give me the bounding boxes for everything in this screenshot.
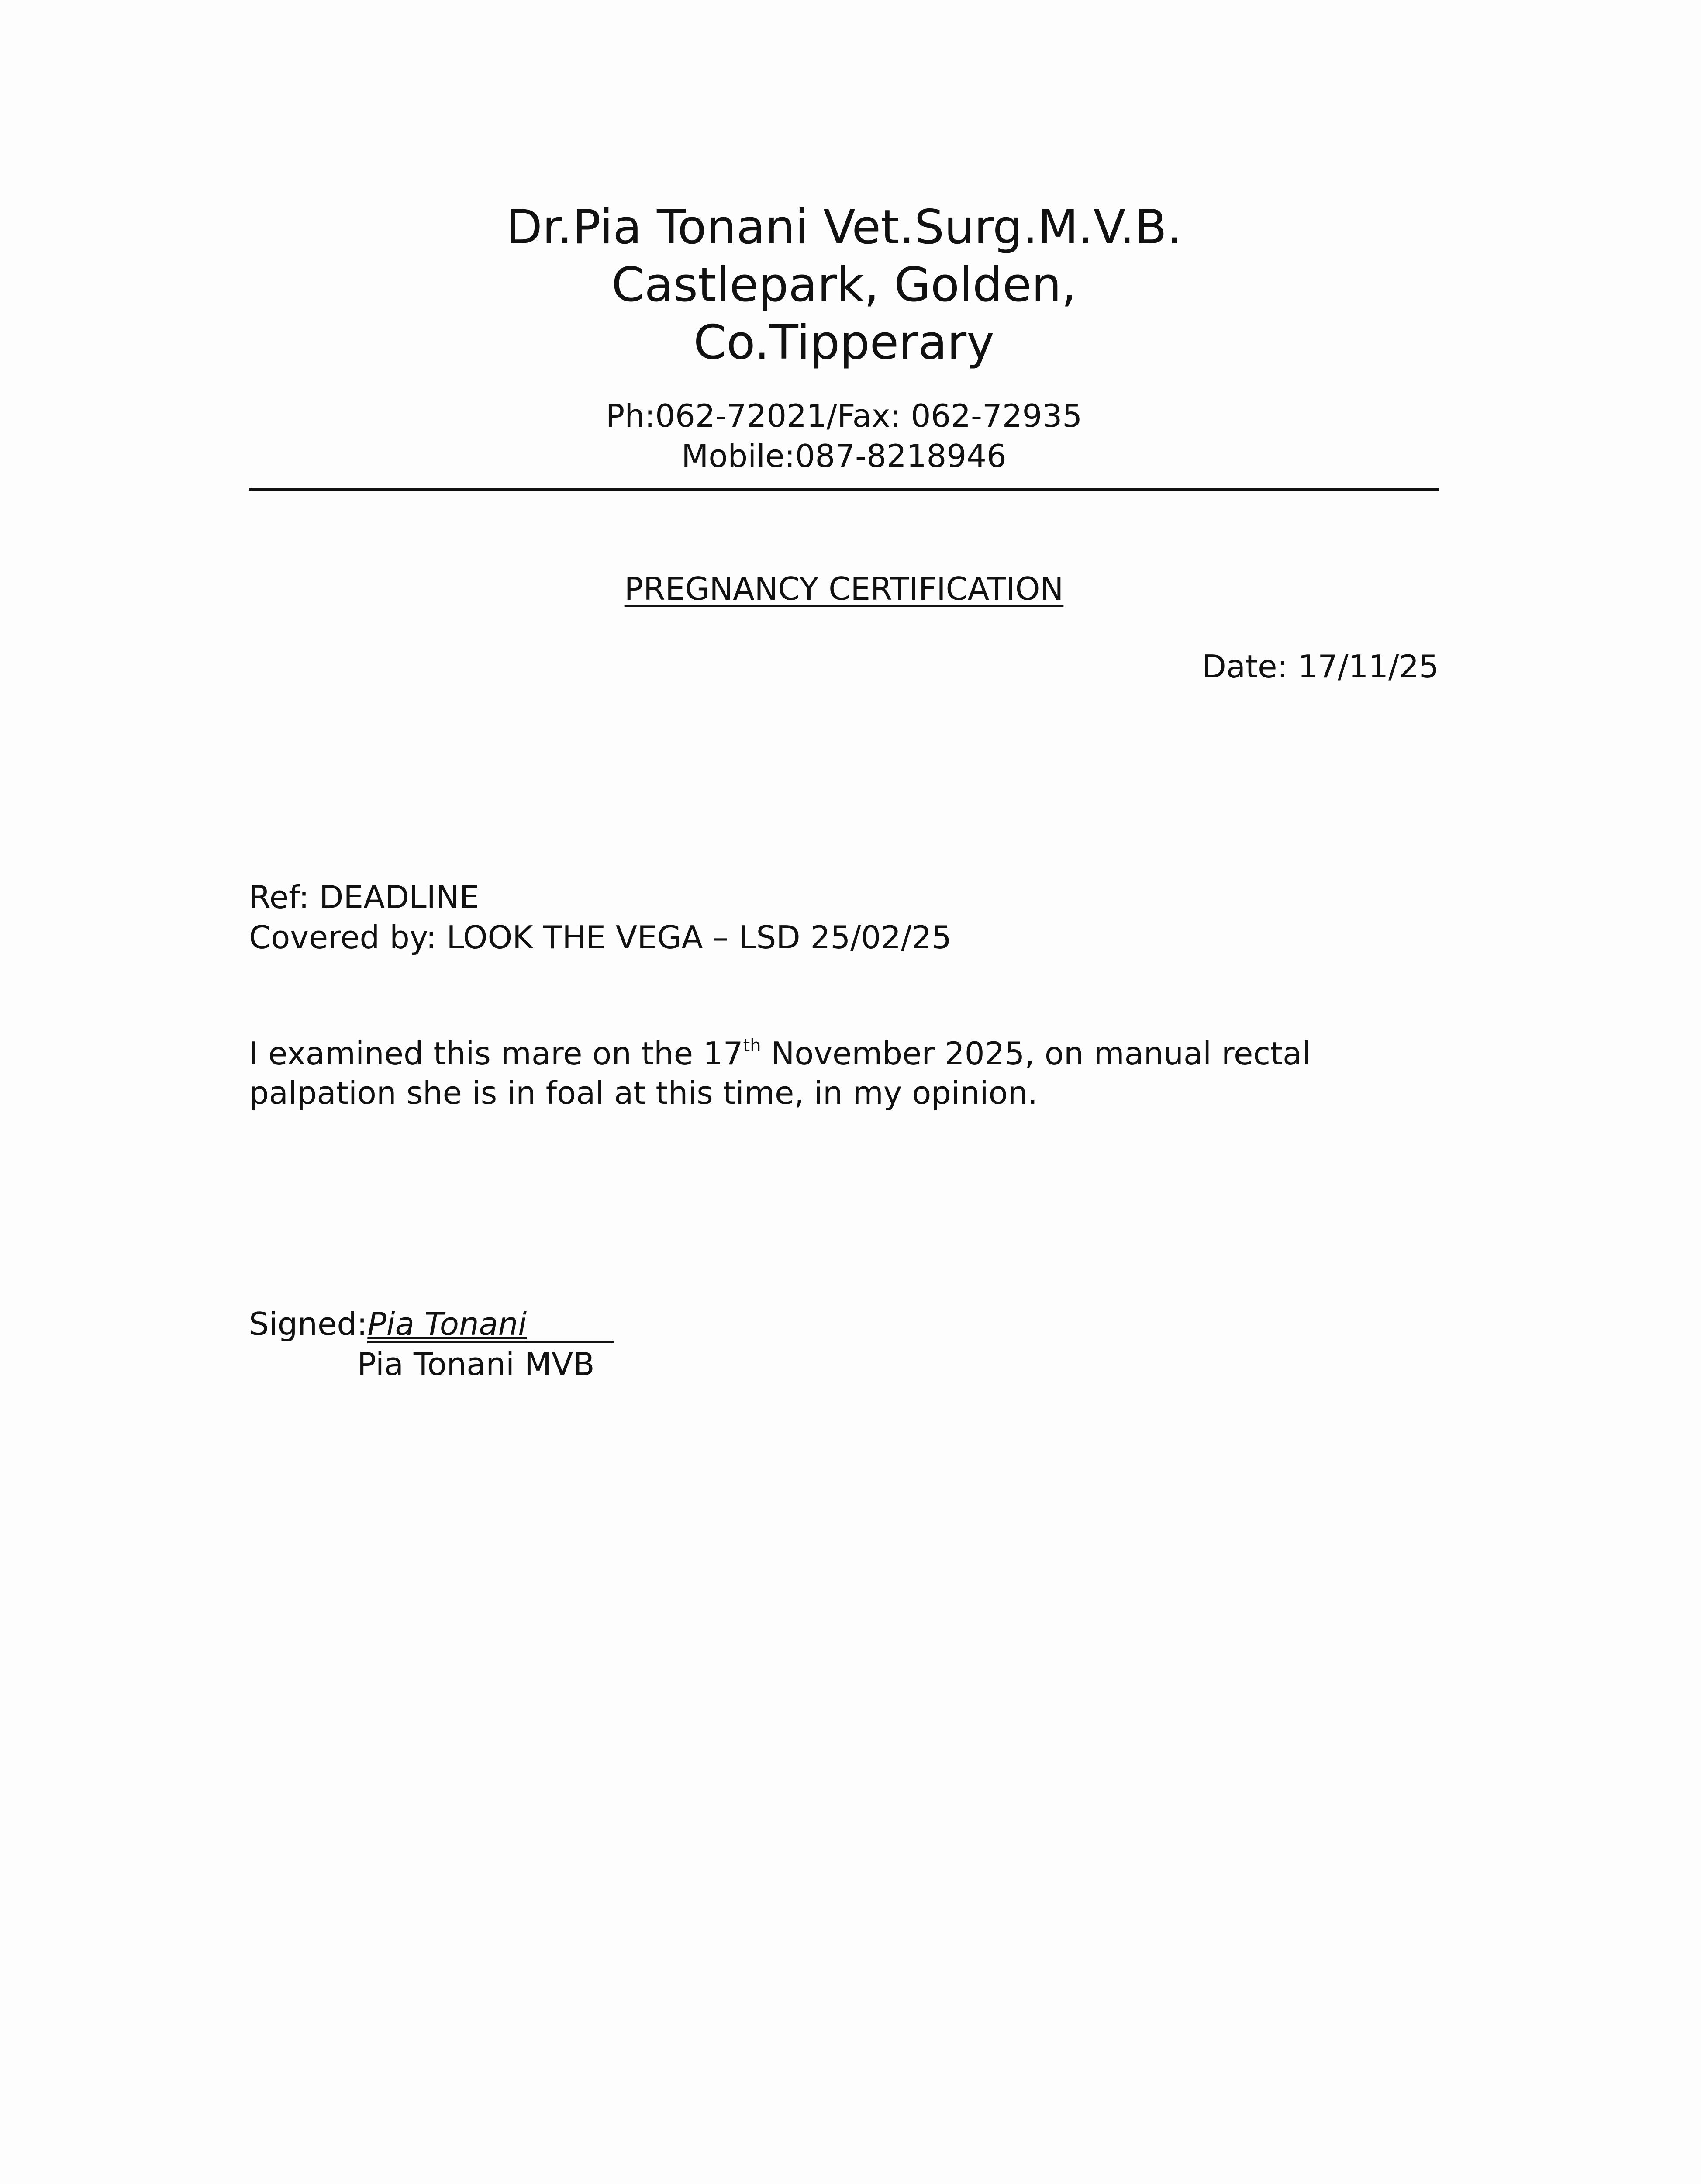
vet-name: Dr.Pia Tonani Vet.Surg.M.V.B. (506, 200, 1182, 255)
document-title-text: PREGNANCY CERTIFICATION (624, 570, 1064, 607)
signature-field (367, 1307, 614, 1343)
examination-statement (249, 1034, 1454, 1113)
covered-by-line: Covered by: LOOK THE VEGA – LSD 25/02/25 (249, 919, 952, 956)
signed-label: Signed: (249, 1306, 368, 1342)
letterhead (249, 199, 1439, 476)
letterhead-divider (249, 488, 1439, 491)
statement-part-2: November 2025, on manual rectal palpation she is in foal at this time, in my opinion. (249, 1035, 1311, 1111)
document-date: Date: 17/11/25 (1202, 648, 1439, 685)
ordinal-suffix: th (743, 1036, 761, 1056)
signature-name: Pia Tonani (367, 1306, 527, 1342)
phone-fax: Ph:062-72021/Fax: 062-72935 (605, 397, 1083, 434)
mobile-number: Mobile:087-8218946 (681, 438, 1007, 474)
printed-name: Pia Tonani MVB (357, 1346, 595, 1382)
document-title (249, 569, 1439, 609)
statement-part-1: I examined this mare on the 17 (249, 1035, 743, 1072)
reference-block (249, 877, 952, 957)
address-line-2: Co.Tipperary (693, 315, 995, 370)
address-line-1: Castlepark, Golden, (611, 258, 1076, 312)
signature-line (249, 1304, 614, 1344)
ref-line: Ref: DEADLINE (249, 879, 480, 916)
contact-block (249, 396, 1439, 476)
